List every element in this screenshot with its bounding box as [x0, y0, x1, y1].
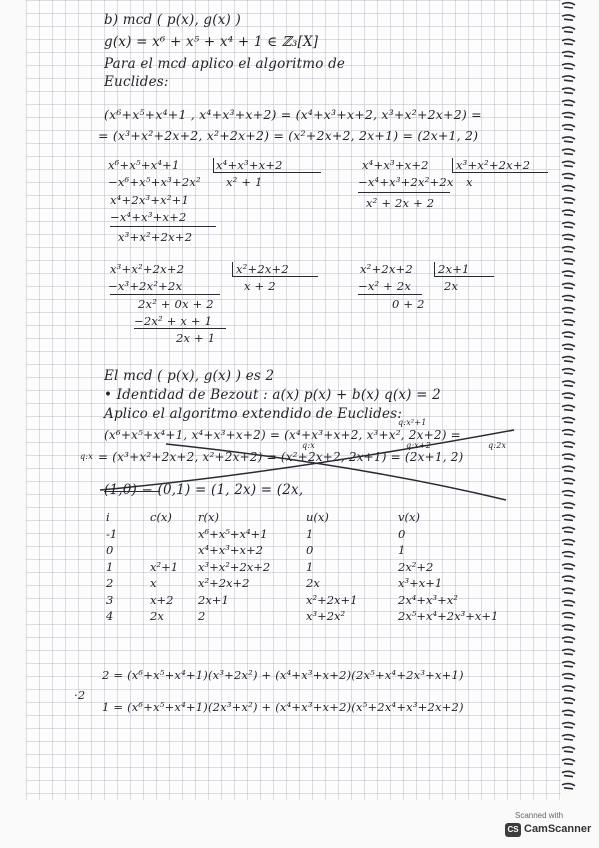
spiral-ring: [562, 479, 575, 484]
spiral-ring: [562, 552, 575, 557]
crossed-line-3: (1,0) − (0,1) = (1, 2x) = (2x,: [104, 482, 304, 498]
definition-q: g(x) = x⁶ + x⁵ + x⁴ + 1 ∈ ℤ₃[X]: [104, 34, 319, 50]
table-row: 4 2x 2 x³+2x² 2x⁵+x⁴+2x³+x+1: [106, 609, 499, 623]
spiral-ring: [562, 710, 575, 715]
spiral-ring: [562, 100, 575, 105]
crossed-line-2: = (x³+x²+2x+2, x²+2x+2) = (x²+2x+2, 2x+1) = (2x+1, 2): [98, 450, 464, 464]
div1-sub: −x⁶+x⁵+x³+2x²: [108, 175, 201, 189]
spiral-ring: [562, 649, 575, 654]
spiral-ring: [562, 601, 575, 606]
spiral-ring: [562, 381, 575, 386]
spiral-ring: [562, 747, 575, 752]
spiral-ring: [562, 308, 575, 313]
div3-remainder: 2x + 1: [176, 331, 216, 345]
spiral-ring: [562, 3, 575, 8]
spiral-ring: [562, 637, 575, 642]
margin-note: q:x: [80, 452, 93, 461]
spiral-ring: [562, 332, 575, 337]
spiral-ring: [562, 515, 575, 520]
spiral-ring: [562, 149, 575, 154]
bezout-result-1: 1 = (x⁶+x⁵+x⁴+1)(2x³+x²) + (x⁴+x³+x+2)(x⁵+2x⁴+x³+2x+2): [102, 700, 464, 714]
div3-sub2: −2x² + x + 1: [134, 314, 213, 328]
div4-divisor: 2x+1: [438, 262, 470, 276]
margin-note: q:2x: [488, 441, 507, 450]
div1-remainder: x³+x²+2x+2: [118, 230, 193, 244]
div1-dividend: x⁶+x⁵+x⁴+1: [108, 158, 180, 172]
spiral-ring: [562, 454, 575, 459]
div4-remainder: 0 + 2: [392, 297, 425, 311]
spiral-ring: [562, 503, 575, 508]
margin-note: q:x+2: [406, 441, 432, 450]
div1-divisor: x⁴+x³+x+2: [216, 158, 283, 172]
spiral-ring: [562, 540, 575, 545]
table-header: i c(x) r(x) u(x) v(x): [106, 510, 420, 524]
spiral-ring: [562, 491, 575, 496]
table-row: 2 x x²+2x+2 2x x³+x+1: [106, 576, 443, 590]
div2-dividend: x⁴+x³+x+2: [362, 158, 429, 172]
text-line: Aplico el algoritmo extendido de Euclides:: [104, 406, 403, 422]
spiral-ring: [562, 466, 575, 471]
bezout-result-2: 2 = (x⁶+x⁵+x⁴+1)(x³+2x²) + (x⁴+x³+x+2)(2x⁵+x⁴+2x³+x+1): [102, 668, 464, 682]
spiral-ring: [562, 186, 575, 191]
spiral-ring: [562, 759, 575, 764]
spiral-ring: [562, 735, 575, 740]
table-row: -1 x⁶+x⁵+x⁴+1 1 0: [106, 526, 406, 541]
div1-r1: x⁴+2x³+x²+1: [110, 193, 190, 207]
div4-sub: −x² + 2x: [358, 279, 412, 293]
table-row: 0 x⁴+x³+x+2 0 1: [106, 543, 406, 557]
crossed-line-1: (x⁶+x⁵+x⁴+1, x⁴+x³+x+2) = (x⁴+x³+x+2, x³+x², 2x+2) =: [104, 428, 461, 442]
spiral-ring: [562, 625, 575, 630]
spiral-ring: [562, 320, 575, 325]
spiral-ring: [562, 393, 575, 398]
text-line: Para el mcd aplico el algoritmo de: [104, 56, 346, 72]
spiral-ring: [562, 88, 575, 93]
spiral-ring: [562, 259, 575, 264]
div3-sub: −x³+2x²+2x: [108, 279, 183, 293]
spiral-ring: [562, 686, 575, 691]
div1-sub2: −x⁴+x³+x+2: [110, 210, 187, 224]
spiral-ring: [562, 198, 575, 203]
spiral-ring: [562, 564, 575, 569]
div3-dividend: x³+x²+2x+2: [110, 262, 185, 276]
spiral-ring: [562, 271, 575, 276]
div2-sub: −x⁴+x³+2x²+2x: [358, 175, 454, 189]
spiral-ring: [562, 771, 575, 776]
spiral-ring: [562, 296, 575, 301]
margin-note: q:x: [302, 441, 315, 450]
spiral-ring: [562, 222, 575, 227]
div2-remainder: x² + 2x + 2: [366, 196, 435, 210]
spiral-ring: [562, 430, 575, 435]
spiral-ring: [562, 723, 575, 728]
camscanner-watermark: Scanned with CS CamScanner: [505, 810, 585, 840]
div1-quotient: x² + 1: [226, 175, 263, 189]
spiral-ring: [562, 27, 575, 32]
spiral-ring: [562, 674, 575, 679]
heading-b: b) mcd ( p(x), g(x) ): [104, 12, 241, 28]
camscanner-logo-icon: CS: [505, 823, 521, 837]
spiral-ring: [562, 174, 575, 179]
spiral-ring: [562, 662, 575, 667]
div3-r1: 2x² + 0x + 2: [138, 297, 214, 311]
table-row: 1 x²+1 x³+x²+2x+2 1 2x²+2: [106, 559, 434, 574]
spiral-ring: [562, 76, 575, 81]
div3-divisor: x²+2x+2: [236, 262, 289, 276]
div3-quotient: x + 2: [244, 279, 276, 293]
spiral-ring: [562, 113, 575, 118]
div4-dividend: x²+2x+2: [360, 262, 413, 276]
spiral-ring: [562, 418, 575, 423]
spiral-ring: [562, 576, 575, 581]
spiral-ring: [562, 52, 575, 57]
euclid-line-2: = (x³+x²+2x+2, x²+2x+2) = (x²+2x+2, 2x+1) = (2x+1, 2): [98, 128, 479, 143]
spiral-ring: [562, 527, 575, 532]
euclid-line-1: (x⁶+x⁵+x⁴+1 , x⁴+x³+x+2) = (x⁴+x³+x+2, x³+x²+2x+2) =: [104, 107, 482, 122]
spiral-ring: [562, 405, 575, 410]
div4-quotient: 2x: [444, 279, 459, 293]
spiral-ring: [562, 698, 575, 703]
spiral-ring: [562, 161, 575, 166]
spiral-ring: [562, 210, 575, 215]
spiral-ring: [562, 15, 575, 20]
extended-euclid-table: [106, 510, 546, 626]
spiral-ring: [562, 784, 575, 789]
spiral-binding: [561, 0, 577, 790]
margin-note: q:x²+1: [398, 418, 427, 427]
spiral-ring: [562, 137, 575, 142]
table-row: 3 x+2 2x+1 x²+2x+1 2x⁴+x³+x²: [106, 592, 458, 607]
text-line: Euclides:: [104, 74, 169, 90]
spiral-ring: [562, 369, 575, 374]
spiral-ring: [562, 125, 575, 130]
div2-divisor: x³+x²+2x+2: [456, 158, 531, 172]
mcd-result: El mcd ( p(x), g(x) ) es 2: [104, 368, 275, 384]
spiral-ring: [562, 588, 575, 593]
spiral-ring: [562, 613, 575, 618]
spiral-ring: [562, 442, 575, 447]
multiply-marker: ·2: [74, 688, 86, 702]
spiral-ring: [562, 39, 575, 44]
spiral-ring: [562, 283, 575, 288]
spiral-ring: [562, 64, 575, 69]
bezout-identity: • Identidad de Bezout : a(x) p(x) + b(x) q(x) = 2: [104, 387, 441, 403]
spiral-ring: [562, 357, 575, 362]
spiral-ring: [562, 247, 575, 252]
spiral-ring: [562, 344, 575, 349]
spiral-ring: [562, 235, 575, 240]
div2-quotient: x: [466, 175, 473, 189]
